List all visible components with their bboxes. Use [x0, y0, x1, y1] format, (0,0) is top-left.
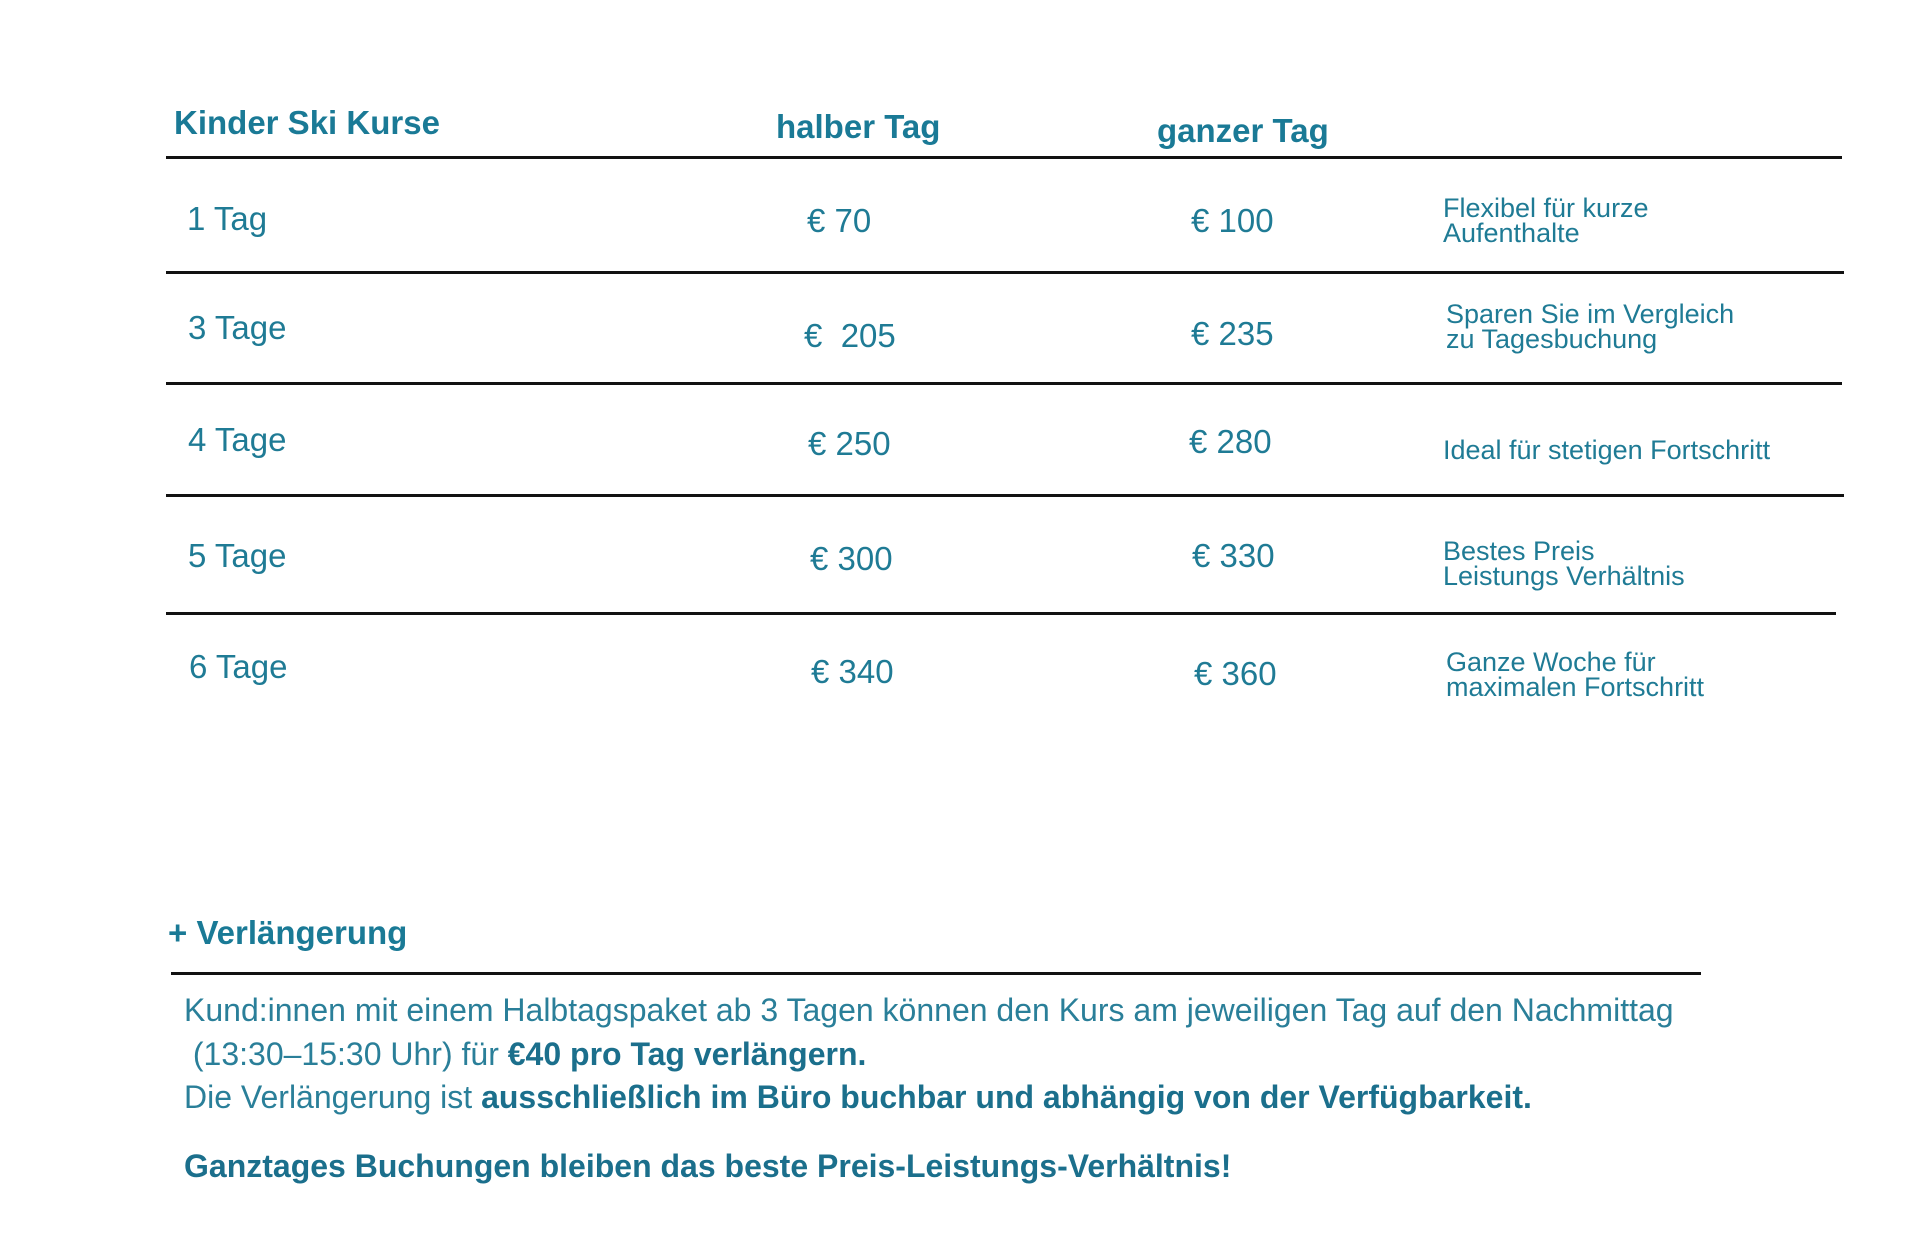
- row-3-duration: 4 Tage: [188, 421, 287, 458]
- row-2-half-day-price: € 205: [804, 317, 896, 354]
- row-3-note-line-1: Ideal für stetigen Fortschritt: [1443, 435, 1771, 465]
- row-5-half-day-price: € 340: [811, 653, 894, 690]
- row-4-duration: 5 Tage: [188, 537, 287, 574]
- row-1-note-line-2: Aufenthalte: [1443, 218, 1580, 248]
- row-4-divider: [166, 612, 1836, 615]
- row-1-half-day-price: € 70: [807, 202, 872, 239]
- extension-text-line-3: [184, 1079, 1532, 1116]
- extension-title: + Verlängerung: [168, 914, 408, 951]
- extension-price-highlight: €40 pro Tag verlängern.: [507, 1036, 867, 1072]
- row-1-full-day-price: € 100: [1191, 202, 1274, 239]
- extension-divider: [171, 972, 1701, 975]
- row-1-note: [1443, 193, 1649, 248]
- extension-text-line-2: [184, 1036, 866, 1073]
- row-4-note-line-2: Leistungs Verhältnis: [1443, 561, 1685, 591]
- header-course: Kinder Ski Kurse: [174, 104, 440, 141]
- row-3-full-day-price: € 280: [1189, 423, 1272, 460]
- header-divider: [166, 156, 1842, 159]
- extension-line-2-text: (13:30–15:30 Uhr) für: [184, 1036, 508, 1072]
- extension-office-highlight: ausschließlich im Büro buchbar und abhängig von der Verfügbarkeit.: [481, 1079, 1532, 1115]
- row-5-full-day-price: € 360: [1194, 655, 1277, 692]
- row-4-note-line-1: Bestes Preis: [1443, 536, 1595, 566]
- row-3-note: [1443, 435, 1771, 465]
- row-1-note-line-1: Flexibel für kurze: [1443, 193, 1649, 223]
- row-2-duration: 3 Tage: [188, 309, 287, 346]
- row-5-note-line-2: maximalen Fortschritt: [1446, 672, 1705, 702]
- row-4-full-day-price: € 330: [1192, 537, 1275, 574]
- row-5-duration: 6 Tage: [189, 648, 288, 685]
- best-value-statement: Ganztages Buchungen bleiben das beste Preis-Leistungs-Verhältnis!: [184, 1148, 1232, 1184]
- header-half-day: halber Tag: [776, 108, 941, 145]
- row-1-divider: [166, 271, 1844, 274]
- row-3-half-day-price: € 250: [808, 425, 891, 462]
- row-2-divider: [166, 382, 1842, 385]
- row-4-half-day-price: € 300: [810, 540, 893, 577]
- extension-text-line-1: [184, 992, 1674, 1029]
- header-full-day: ganzer Tag: [1157, 112, 1329, 149]
- row-3-divider: [166, 494, 1844, 497]
- row-1-duration: 1 Tag: [187, 200, 268, 237]
- row-5-note: [1446, 647, 1705, 702]
- row-2-note: [1446, 299, 1735, 354]
- row-2-note-line-1: Sparen Sie im Vergleich: [1446, 299, 1735, 329]
- row-5-note-line-1: Ganze Woche für: [1446, 647, 1656, 677]
- extension-line-1: Kund:innen mit einem Halbtagspaket ab 3 Tagen können den Kurs am jeweiligen Tag auf den Nachmittag: [184, 992, 1674, 1028]
- row-2-full-day-price: € 235: [1191, 315, 1274, 352]
- row-2-note-line-2: zu Tagesbuchung: [1446, 324, 1658, 354]
- row-4-note: [1443, 536, 1685, 591]
- extension-line-3-text: Die Verlängerung ist: [184, 1079, 482, 1115]
